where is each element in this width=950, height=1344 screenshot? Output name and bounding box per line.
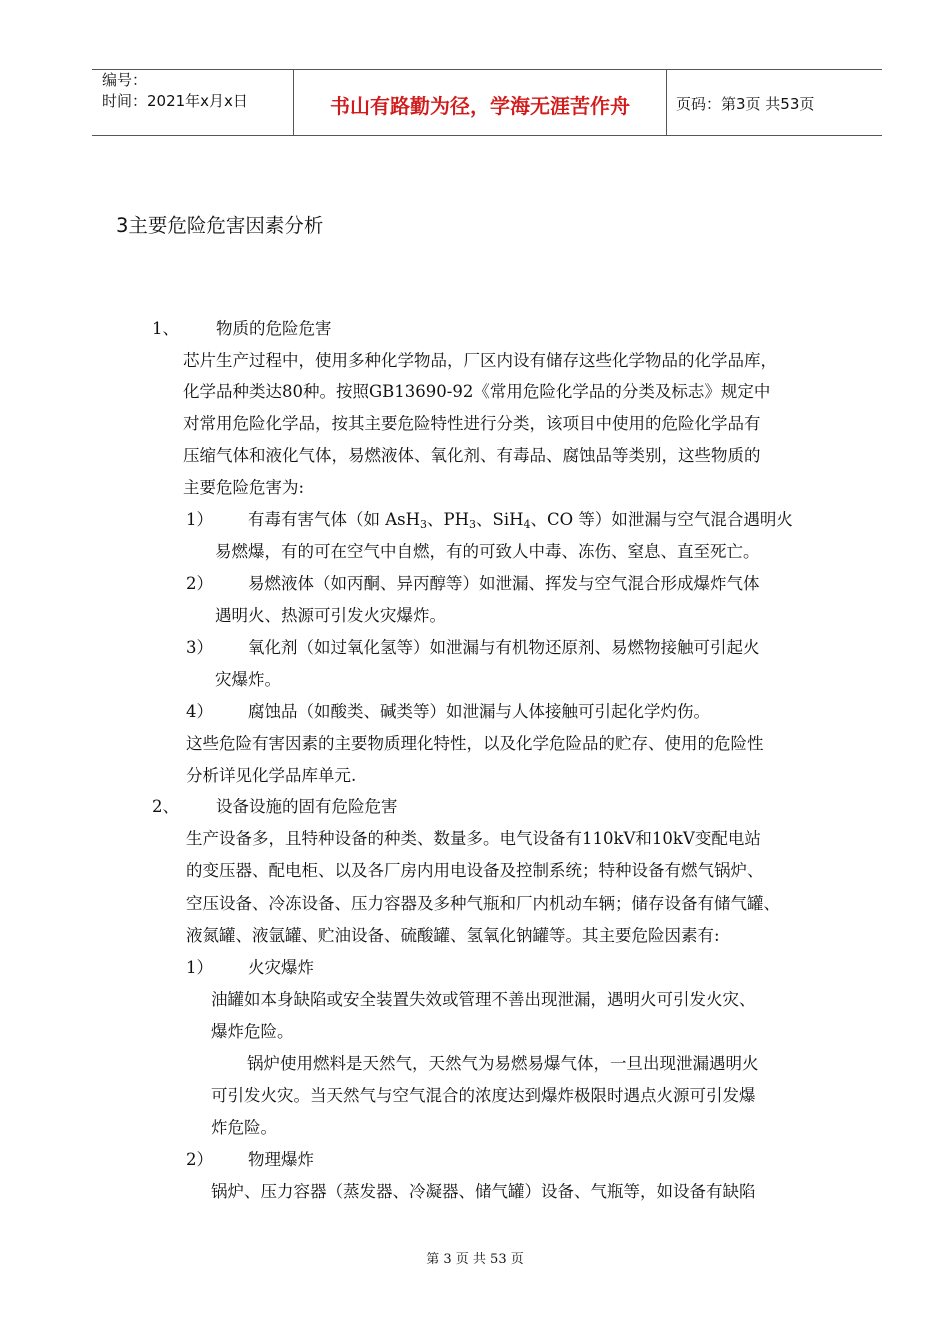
sub-number: 2） [186, 1150, 213, 1169]
item-text: 、PH [427, 510, 470, 529]
section2-number: 2、 [152, 797, 179, 816]
section1-item-continuation: 遇明火、热源可引发火灾爆炸。 [215, 606, 446, 625]
sub-heading-text: 火灾爆炸 [248, 958, 314, 977]
header-time-label: 时间：2021年x月x日 [102, 92, 248, 110]
section1-number: 1、 [152, 319, 179, 338]
item-text: 、SiH [476, 510, 524, 529]
section2-sub-heading [186, 957, 314, 979]
section1-item-continuation: 易燃爆，有的可在空气中自燃，有的可致人中毒、冻伤、窒息、直至死亡。 [215, 542, 760, 561]
section2-para-line: 液氮罐、液氩罐、贮油设备、硫酸罐、氢氧化钠罐等。其主要危险因素有: [186, 926, 720, 945]
item-text: 、CO 等）如泄漏与空气混合遇明火 [530, 510, 793, 529]
section1-item [186, 701, 710, 723]
section1-item-continuation: 灾爆炸。 [215, 670, 281, 689]
section2-sub-para-line: 爆炸危险。 [211, 1022, 294, 1041]
item-number: 2） [186, 574, 213, 593]
subscript: 3 [420, 518, 428, 531]
item-text: 易燃液体（如丙酮、异丙醇等）如泄漏、挥发与空气混合形成爆炸气体 [248, 574, 760, 593]
section2-heading-text: 设备设施的固有危险危害 [216, 797, 398, 816]
page-footer: 第 3 页 共 53 页 [426, 1252, 524, 1267]
section2-sub-para-line: 炸危险。 [211, 1118, 277, 1137]
section2-para-line: 生产设备多，且特种设备的种类、数量多。电气设备有110kV和10kV变配电站 [186, 829, 761, 848]
section1-para-line: 主要危险危害为: [183, 478, 305, 497]
section1-closing-line: 分析详见化学品库单元. [186, 766, 357, 785]
section1-heading-text: 物质的危险危害 [216, 319, 332, 338]
header-meta [102, 70, 248, 112]
header-number-label: 编号： [102, 71, 148, 89]
section1-para-line: 化学品种类达80种。按照GB13690-92《常用危险化学品的分类及标志》规定中 [183, 382, 771, 401]
section2-heading [152, 796, 398, 818]
header-bottom-border [92, 135, 882, 136]
item-number: 3） [186, 638, 213, 657]
section1-closing-line: 这些危险有害因素的主要物质理化特性，以及化学危险品的贮存、使用的危险性 [186, 734, 764, 753]
section1-item [186, 637, 760, 659]
sub-heading-text: 物理爆炸 [248, 1150, 314, 1169]
subscript: 3 [469, 518, 477, 531]
section1-para-line: 对常用危险化学品，按其主要危险特性进行分类，该项目中使用的危险化学品有 [183, 414, 761, 433]
item-number: 1） [186, 510, 213, 529]
item-text: 有毒有害气体（如 AsH [248, 510, 421, 529]
subscript: 4 [523, 518, 531, 531]
section-title: 3主要危险危害因素分析 [116, 214, 324, 237]
section2-sub-para-line: 油罐如本身缺陷或安全装置失效或管理不善出现泄漏，遇明火可引发火灾、 [211, 990, 756, 1009]
section2-para-line: 的变压器、配电柜、以及各厂房内用电设备及控制系统；特种设备有燃气锅炉、 [186, 861, 764, 880]
section2-para-line: 空压设备、冷冻设备、压力容器及多种气瓶和厂内机动车辆；储存设备有储气罐、 [186, 894, 780, 913]
section1-heading [152, 318, 332, 340]
sub-number: 1） [186, 958, 213, 977]
item-text: 氧化剂（如过氧化氢等）如泄漏与有机物还原剂、易燃物接触可引起火 [248, 638, 760, 657]
section1-para-line: 芯片生产过程中，使用多种化学物品，厂区内设有储存这些化学物品的化学品库， [183, 351, 777, 370]
section2-sub-para-line: 锅炉、压力容器（蒸发器、冷凝器、储气罐）设备、气瓶等，如设备有缺陷 [211, 1182, 756, 1201]
header-motto: 书山有路勤为径，学海无涯苦作舟 [330, 94, 630, 118]
section2-sub-heading [186, 1149, 314, 1171]
section2-sub-para-line: 锅炉使用燃料是天然气，天然气为易燃易爆气体，一旦出现泄漏遇明火 [247, 1054, 759, 1073]
section1-item [186, 509, 793, 531]
header-divider-right [666, 69, 667, 136]
header-page-label: 页码：第3页 共53页 [676, 95, 815, 113]
item-number: 4） [186, 702, 213, 721]
item-text: 腐蚀品（如酸类、碱类等）如泄漏与人体接触可引起化学灼伤。 [248, 702, 710, 721]
section1-para-line: 压缩气体和液化气体，易燃液体、氧化剂、有毒品、腐蚀品等类别，这些物质的 [183, 446, 761, 465]
section1-item [186, 573, 760, 595]
section2-sub-para-line: 可引发火灾。当天然气与空气混合的浓度达到爆炸极限时遇点火源可引发爆 [211, 1086, 756, 1105]
